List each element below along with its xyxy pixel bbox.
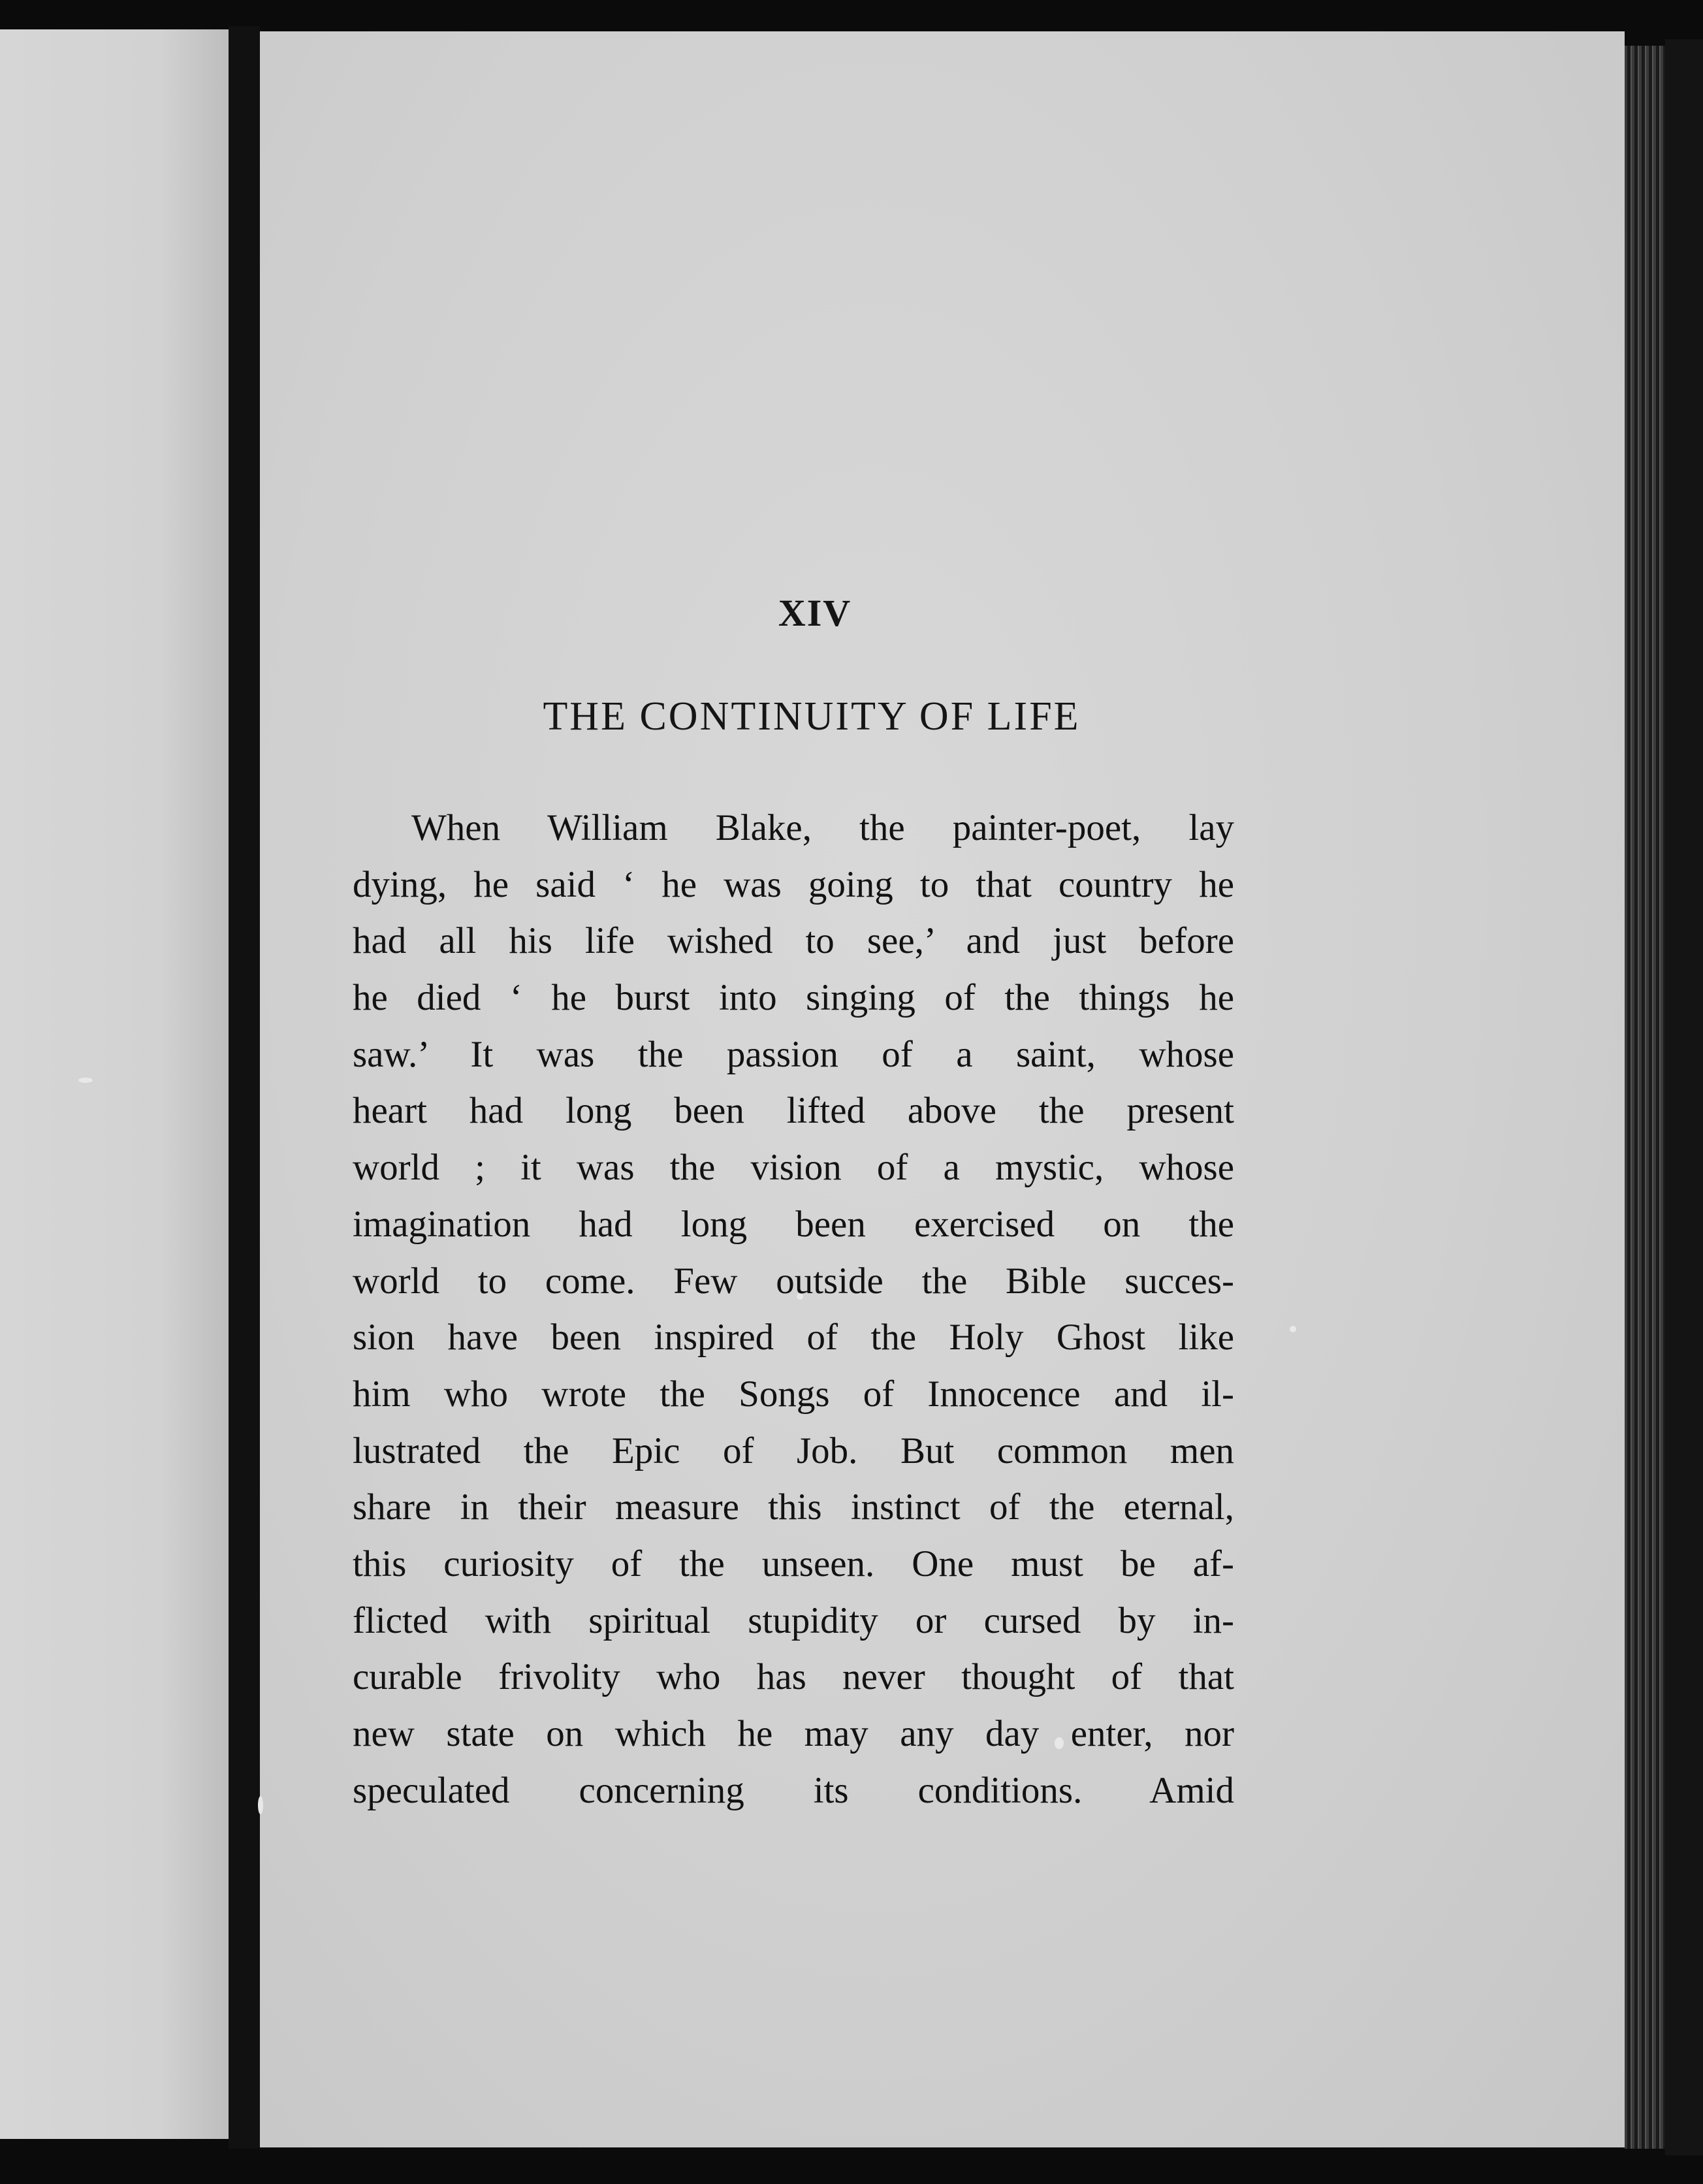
- chapter-number: XIV: [778, 592, 852, 634]
- text-line: him who wrote the Songs of Innocence and il-: [353, 1373, 1234, 1415]
- text-line: imagination had long been exercised on the: [353, 1203, 1234, 1245]
- book-gutter: [229, 26, 260, 2149]
- text-line: speculated concerning its conditions. Amid: [353, 1769, 1234, 1811]
- scan-speck: [1290, 1326, 1296, 1332]
- text-line: had all his life wished to see,’ and just before: [353, 920, 1234, 962]
- text-line: sion have been inspired of the Holy Ghost like: [353, 1317, 1234, 1358]
- page-edges: [1625, 46, 1665, 2149]
- text-line: heart had long been lifted above the present: [353, 1090, 1234, 1132]
- scan-speck: [78, 1078, 93, 1083]
- text-line: dying, he said ‘ he was going to that country he: [353, 863, 1234, 905]
- text-line: curable frivolity who has never thought of that: [353, 1656, 1234, 1698]
- body-text: [353, 800, 1234, 1819]
- scan-speck: [258, 1796, 263, 1814]
- text-line: flicted with spiritual stupidity or cursed by in-: [353, 1599, 1234, 1641]
- text-line: When William Blake, the painter-poet, lay: [411, 807, 1234, 848]
- text-line: share in their measure this instinct of the eternal,: [353, 1486, 1234, 1528]
- text-line: saw.’ It was the passion of a saint, whose: [353, 1033, 1234, 1075]
- text-line: new state on which he may any day enter, nor: [353, 1713, 1234, 1754]
- text-line: lustrated the Epic of Job. But common men: [353, 1430, 1234, 1471]
- cover-edge: [1665, 39, 1703, 2155]
- chapter-title: THE CONTINUITY OF LIFE: [543, 694, 1081, 739]
- text-line: world ; it was the vision of a mystic, whose: [353, 1147, 1234, 1189]
- text-line: he died ‘ he burst into singing of the things he: [353, 977, 1234, 1019]
- text-line: world to come. Few outside the Bible succes-: [353, 1260, 1234, 1302]
- left-page: [0, 29, 229, 2139]
- text-line: this curiosity of the unseen. One must be af-: [353, 1543, 1234, 1584]
